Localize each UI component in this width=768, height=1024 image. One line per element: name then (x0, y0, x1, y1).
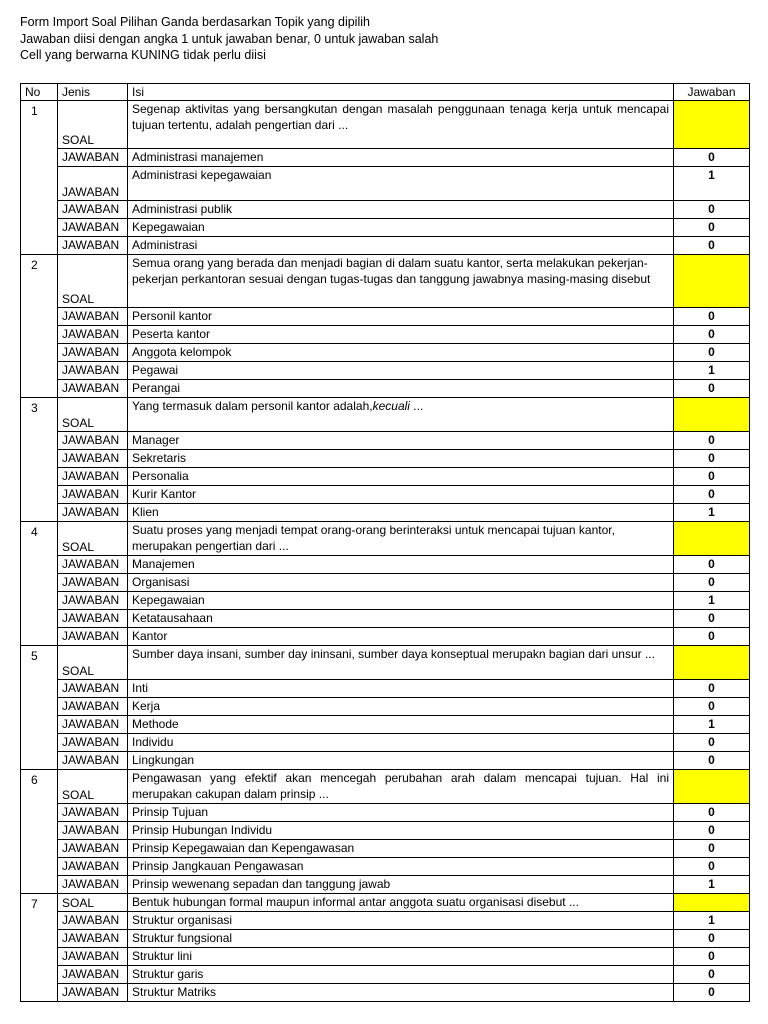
question-number: 2 (21, 255, 58, 398)
jawaban-row (21, 167, 750, 201)
jenis-soal-label: SOAL (58, 255, 128, 308)
option-text[interactable]: Struktur fungsional (128, 930, 674, 948)
jawaban-value[interactable]: 0 (674, 752, 750, 770)
jawaban-value[interactable]: 1 (674, 592, 750, 610)
jawaban-value[interactable]: 1 (674, 362, 750, 380)
jenis-jawaban-label: JAWABAN (58, 167, 128, 201)
question-tail: ... (409, 399, 424, 413)
jawaban-yellow-cell[interactable] (674, 646, 750, 680)
jawaban-row (21, 840, 750, 858)
question-stem: Semua orang yang berada dan menjadi bagian di dalam suatu kantor, serta melakukan pekerjan-pekerjan perkantoran sesuai dengan tugas-tugas dan tanggung jawabnya masing-masing disebut (132, 256, 651, 286)
option-text[interactable]: Prinsip wewenang sepadan dan tanggung jawab (128, 876, 674, 894)
jawaban-row (21, 326, 750, 344)
jawaban-row (21, 486, 750, 504)
option-text[interactable]: Sekretaris (128, 450, 674, 468)
jenis-jawaban-label: JAWABAN (58, 432, 128, 450)
jenis-jawaban-label: JAWABAN (58, 574, 128, 592)
jenis-jawaban-label: JAWABAN (58, 468, 128, 486)
question-number: 6 (21, 770, 58, 894)
option-text[interactable]: Inti (128, 680, 674, 698)
jawaban-row (21, 876, 750, 894)
jawaban-value[interactable]: 0 (674, 858, 750, 876)
jawaban-yellow-cell[interactable] (674, 255, 750, 308)
jawaban-row (21, 858, 750, 876)
jawaban-row (21, 966, 750, 984)
option-text[interactable]: Individu (128, 734, 674, 752)
jenis-jawaban-label: JAWABAN (58, 308, 128, 326)
question-number: 7 (21, 894, 58, 1002)
option-text[interactable]: Struktur garis (128, 966, 674, 984)
jawaban-row (21, 804, 750, 822)
jawaban-value[interactable]: 0 (674, 984, 750, 1002)
option-text[interactable]: Kerja (128, 698, 674, 716)
question-table-body (21, 101, 750, 1002)
jenis-jawaban-label: JAWABAN (58, 680, 128, 698)
jawaban-value[interactable]: 0 (674, 930, 750, 948)
jawaban-row (21, 592, 750, 610)
jenis-jawaban-label: JAWABAN (58, 628, 128, 646)
jawaban-row (21, 628, 750, 646)
jawaban-value[interactable]: 0 (674, 628, 750, 646)
jawaban-row (21, 468, 750, 486)
jawaban-row (21, 308, 750, 326)
jawaban-row (21, 237, 750, 255)
jawaban-value[interactable]: 1 (674, 912, 750, 930)
column-header-no: No (21, 84, 58, 101)
jawaban-yellow-cell[interactable] (674, 398, 750, 432)
jenis-jawaban-label: JAWABAN (58, 592, 128, 610)
option-text[interactable]: Personalia (128, 468, 674, 486)
jawaban-value[interactable]: 0 (674, 610, 750, 628)
jenis-jawaban-label: JAWABAN (58, 912, 128, 930)
question-text (128, 255, 674, 308)
soal-row (21, 398, 750, 432)
jawaban-row (21, 201, 750, 219)
jawaban-value[interactable]: 0 (674, 822, 750, 840)
jenis-jawaban-label: JAWABAN (58, 966, 128, 984)
jawaban-yellow-cell[interactable] (674, 894, 750, 912)
jenis-jawaban-label: JAWABAN (58, 752, 128, 770)
option-text[interactable]: Personil kantor (128, 308, 674, 326)
jenis-jawaban-label: JAWABAN (58, 822, 128, 840)
jawaban-row (21, 362, 750, 380)
jawaban-row (21, 610, 750, 628)
jawaban-value[interactable]: 0 (674, 698, 750, 716)
question-number: 3 (21, 398, 58, 522)
option-text[interactable]: Administrasi manajemen (128, 149, 674, 167)
soal-row (21, 894, 750, 912)
question-text (128, 398, 674, 432)
jawaban-value[interactable]: 0 (674, 680, 750, 698)
question-stem: Pengawasan yang efektif akan mencegah perubahan arah dalam mencapai tujuan. Hal ini merupakan cakupan dalam prinsip ... (132, 771, 669, 801)
jenis-jawaban-label: JAWABAN (58, 380, 128, 398)
jenis-jawaban-label: JAWABAN (58, 201, 128, 219)
option-text[interactable]: Prinsip Kepegawaian dan Kepengawasan (128, 840, 674, 858)
option-text[interactable]: Manajemen (128, 556, 674, 574)
column-header-jawaban: Jawaban (674, 84, 750, 101)
option-text[interactable]: Administrasi (128, 237, 674, 255)
instruction-line-1: Form Import Soal Pilihan Ganda berdasarkan Topik yang dipilih (20, 15, 370, 29)
jawaban-value[interactable]: 0 (674, 450, 750, 468)
jenis-soal-label: SOAL (58, 770, 128, 804)
instruction-line-3: Cell yang berwarna KUNING tidak perlu diisi (20, 48, 266, 62)
jawaban-row (21, 574, 750, 592)
question-stem: Yang termasuk dalam personil kantor adalah, (132, 399, 373, 413)
column-header-jenis: Jenis (58, 84, 128, 101)
question-suffix-italic: kecuali (372, 399, 410, 413)
jenis-jawaban-label: JAWABAN (58, 840, 128, 858)
jenis-jawaban-label: JAWABAN (58, 362, 128, 380)
jawaban-row (21, 344, 750, 362)
soal-row (21, 522, 750, 556)
jenis-jawaban-label: JAWABAN (58, 610, 128, 628)
jenis-jawaban-label: JAWABAN (58, 219, 128, 237)
jenis-soal-label: SOAL (58, 894, 128, 912)
option-text[interactable]: Prinsip Jangkauan Pengawasan (128, 858, 674, 876)
option-text[interactable]: Ketatausahaan (128, 610, 674, 628)
jawaban-value[interactable]: 1 (674, 716, 750, 734)
jawaban-row (21, 219, 750, 237)
jawaban-row (21, 556, 750, 574)
jenis-jawaban-label: JAWABAN (58, 486, 128, 504)
soal-row (21, 255, 750, 308)
option-text[interactable]: Peserta kantor (128, 326, 674, 344)
jawaban-value[interactable]: 0 (674, 237, 750, 255)
jawaban-yellow-cell[interactable] (674, 770, 750, 804)
option-text[interactable]: Perangai (128, 380, 674, 398)
jenis-jawaban-label: JAWABAN (58, 716, 128, 734)
option-text[interactable]: Lingkungan (128, 752, 674, 770)
jenis-soal-label: SOAL (58, 522, 128, 556)
jawaban-row (21, 822, 750, 840)
jawaban-value[interactable]: 1 (674, 504, 750, 522)
form-instructions (20, 14, 438, 64)
option-text[interactable]: Organisasi (128, 574, 674, 592)
soal-row (21, 646, 750, 680)
jenis-soal-label: SOAL (58, 101, 128, 149)
jawaban-value[interactable]: 1 (674, 167, 750, 201)
jawaban-row (21, 752, 750, 770)
jawaban-value[interactable]: 0 (674, 380, 750, 398)
jenis-soal-label: SOAL (58, 646, 128, 680)
jenis-jawaban-label: JAWABAN (58, 948, 128, 966)
column-header-isi: Isi (128, 84, 674, 101)
jenis-jawaban-label: JAWABAN (58, 450, 128, 468)
jenis-jawaban-label: JAWABAN (58, 237, 128, 255)
question-stem: Suatu proses yang menjadi tempat orang-orang berinteraksi untuk mencapai tujuan kantor, merupakan pengertian dari ... (132, 523, 615, 553)
option-text[interactable]: Kurir Kantor (128, 486, 674, 504)
question-number: 5 (21, 646, 58, 770)
question-stem: Bentuk hubungan formal maupun informal antar anggota suatu organisasi disebut ... (132, 895, 579, 909)
question-table (20, 83, 750, 1002)
jawaban-value[interactable]: 0 (674, 556, 750, 574)
jawaban-row (21, 149, 750, 167)
option-text[interactable]: Anggota kelompok (128, 344, 674, 362)
jenis-jawaban-label: JAWABAN (58, 698, 128, 716)
jawaban-row (21, 504, 750, 522)
jawaban-value[interactable]: 0 (674, 432, 750, 450)
jawaban-row (21, 432, 750, 450)
jenis-jawaban-label: JAWABAN (58, 556, 128, 574)
jawaban-value[interactable]: 0 (674, 219, 750, 237)
soal-row (21, 101, 750, 149)
jawaban-value[interactable]: 0 (674, 201, 750, 219)
option-text[interactable]: Pegawai (128, 362, 674, 380)
option-text[interactable]: Prinsip Hubungan Individu (128, 822, 674, 840)
option-text[interactable]: Kepegawaian (128, 219, 674, 237)
jenis-jawaban-label: JAWABAN (58, 804, 128, 822)
option-text[interactable]: Struktur organisasi (128, 912, 674, 930)
jawaban-row (21, 930, 750, 948)
question-text (128, 646, 674, 680)
jawaban-value[interactable]: 0 (674, 308, 750, 326)
jawaban-row (21, 912, 750, 930)
jawaban-value[interactable]: 0 (674, 326, 750, 344)
jenis-jawaban-label: JAWABAN (58, 984, 128, 1002)
jenis-jawaban-label: JAWABAN (58, 326, 128, 344)
instruction-line-2: Jawaban diisi dengan angka 1 untuk jawaban benar, 0 untuk jawaban salah (20, 31, 439, 46)
jenis-soal-label: SOAL (58, 398, 128, 432)
option-text[interactable]: Manager (128, 432, 674, 450)
jawaban-value[interactable]: 0 (674, 468, 750, 486)
question-stem: Segenap aktivitas yang bersangkutan dengan masalah penggunaan tenaga kerja untuk mencapai tujuan tertentu, adalah pengertian dari ... (132, 102, 669, 132)
option-text[interactable]: Kantor (128, 628, 674, 646)
jenis-jawaban-label: JAWABAN (58, 930, 128, 948)
jawaban-row (21, 948, 750, 966)
jenis-jawaban-label: JAWABAN (58, 149, 128, 167)
jawaban-row (21, 698, 750, 716)
jawaban-value[interactable]: 0 (674, 804, 750, 822)
option-text[interactable]: Kepegawaian (128, 592, 674, 610)
jenis-jawaban-label: JAWABAN (58, 876, 128, 894)
jawaban-value[interactable]: 1 (674, 876, 750, 894)
question-text (128, 101, 674, 149)
question-text (128, 894, 674, 912)
soal-row (21, 770, 750, 804)
question-text (128, 522, 674, 556)
question-number: 4 (21, 522, 58, 646)
option-text[interactable]: Methode (128, 716, 674, 734)
jawaban-yellow-cell[interactable] (674, 522, 750, 556)
jawaban-row (21, 680, 750, 698)
jenis-jawaban-label: JAWABAN (58, 858, 128, 876)
jawaban-value[interactable]: 0 (674, 149, 750, 167)
option-text[interactable]: Struktur Matriks (128, 984, 674, 1002)
question-stem: Sumber daya insani, sumber day ininsani, sumber daya konseptual merupakn bagian dari unsur ... (132, 647, 655, 661)
jenis-jawaban-label: JAWABAN (58, 504, 128, 522)
table-header-row (21, 84, 750, 101)
jawaban-value[interactable]: 0 (674, 948, 750, 966)
question-number: 1 (21, 101, 58, 255)
option-text[interactable]: Administrasi kepegawaian (128, 167, 674, 201)
jawaban-yellow-cell[interactable] (674, 101, 750, 149)
jawaban-value[interactable]: 0 (674, 574, 750, 592)
jawaban-value[interactable]: 0 (674, 486, 750, 504)
jawaban-value[interactable]: 0 (674, 734, 750, 752)
option-text[interactable]: Klien (128, 504, 674, 522)
jawaban-value[interactable]: 0 (674, 840, 750, 858)
jenis-jawaban-label: JAWABAN (58, 734, 128, 752)
jenis-jawaban-label: JAWABAN (58, 344, 128, 362)
jawaban-value[interactable]: 0 (674, 344, 750, 362)
jawaban-row (21, 380, 750, 398)
jawaban-row (21, 984, 750, 1002)
option-text[interactable]: Struktur lini (128, 948, 674, 966)
jawaban-row (21, 734, 750, 752)
jawaban-value[interactable]: 0 (674, 966, 750, 984)
question-text (128, 770, 674, 804)
option-text[interactable]: Administrasi publik (128, 201, 674, 219)
jawaban-row (21, 716, 750, 734)
option-text[interactable]: Prinsip Tujuan (128, 804, 674, 822)
jawaban-row (21, 450, 750, 468)
